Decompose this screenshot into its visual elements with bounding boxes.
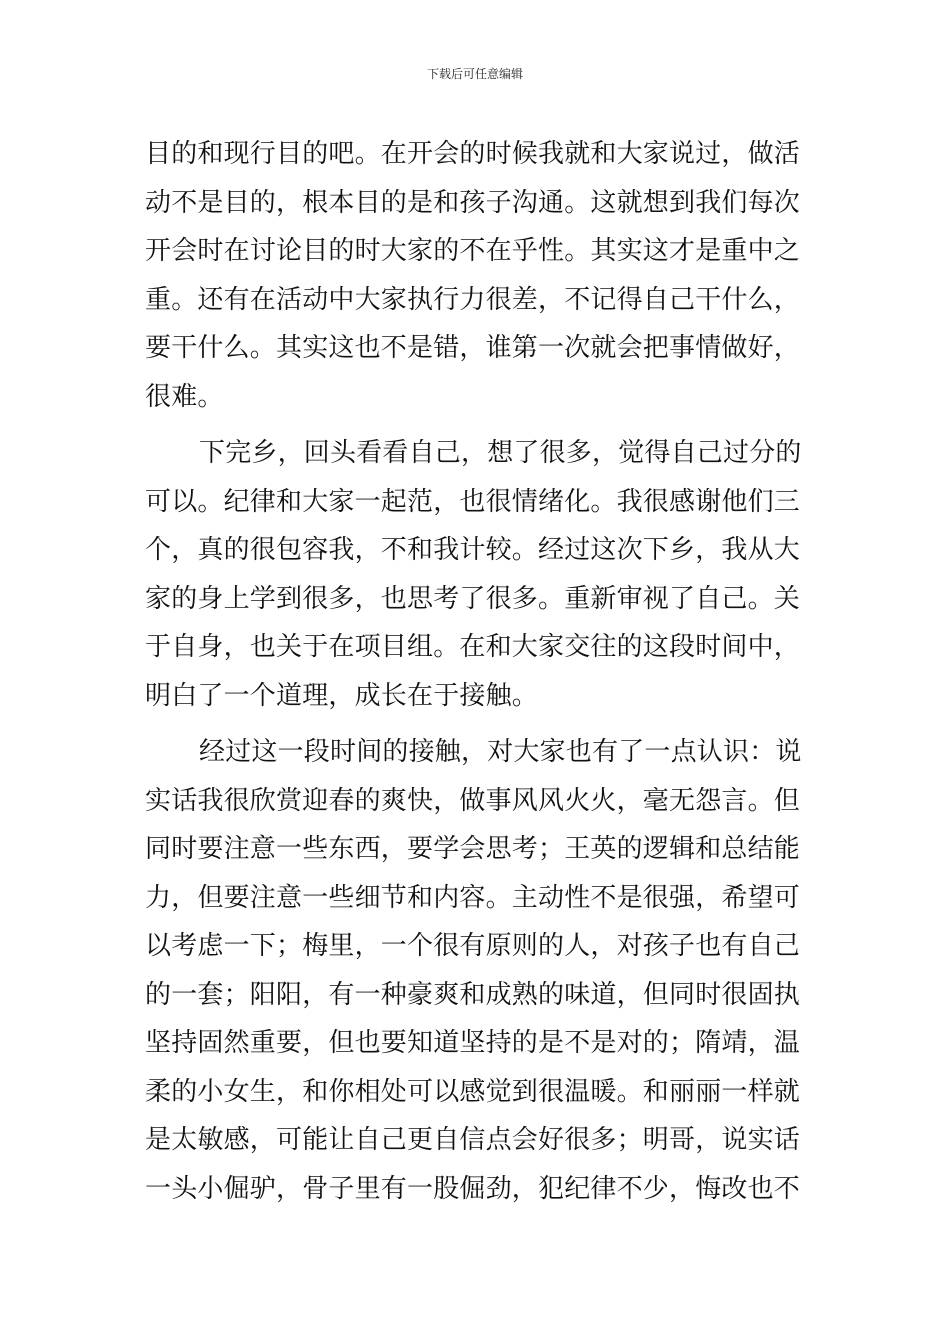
text-line: 力，但要注意一些细节和内容。主动性不是很强，希望可 [145,882,801,913]
page-header: 下载后可任意编辑 [426,67,523,81]
text-line: 可以。纪律和大家一起范，也很情绪化。我很感谢他们三 [145,486,801,517]
text-line: 开会时在讨论目的时大家的不在乎性。其实这才是重中之 [145,236,801,266]
text-line: 下完乡，回头看看自己，想了很多，觉得自己过分的 [199,438,802,468]
paragraph-2 [145,429,807,720]
text-line: 一头小倔驴，骨子里有一股倔劲，犯纪律不少，悔改也不 [145,1173,801,1204]
paragraph-1 [145,130,807,421]
text-line: 柔的小女生，和你相处可以感觉到很温暖。和丽丽一样就 [145,1076,801,1107]
text-line: 同时要注意一些东西，要学会思考；王英的逻辑和总结能 [145,834,801,864]
text-line: 要干什么。其实这也不是错，谁第一次就会把事情做好， [145,333,801,363]
text-line: 动不是目的，根本目的是和孩子沟通。这就想到我们每次 [145,187,801,218]
text-line: 经过这一段时间的接触，对大家也有了一点认识：说 [199,737,802,767]
text-line: 明白了一个道理，成长在于接触。 [145,680,539,711]
text-line: 很难。 [145,381,224,412]
text-line: 个，真的很包容我，不和我计较。经过这次下乡，我从大 [145,535,801,565]
text-line: 坚持固然重要，但也要知道坚持的是不是对的；隋靖，温 [145,1028,801,1058]
text-line: 以考虑一下；梅里，一个很有原则的人，对孩子也有自己 [145,931,801,961]
text-line: 家的身上学到很多，也思考了很多。重新审视了自己。关 [145,583,801,614]
document-body [145,130,807,1213]
text-line: 是太敏感，可能让自己更自信点会好很多；明哥，说实话 [145,1125,801,1155]
paragraph-3 [145,728,807,1213]
text-line: 实话我很欣赏迎春的爽快，做事风风火火，毫无怨言。但 [145,785,801,816]
text-line: 的一套；阳阳，有一种豪爽和成熟的味道，但同时很固执 [145,979,801,1010]
text-line: 于自身，也关于在项目组。在和大家交往的这段时间中， [145,632,801,662]
text-line: 目的和现行目的吧。在开会的时候我就和大家说过，做活 [145,139,801,169]
text-line: 重。还有在活动中大家执行力很差，不记得自己干什么， [145,284,801,315]
